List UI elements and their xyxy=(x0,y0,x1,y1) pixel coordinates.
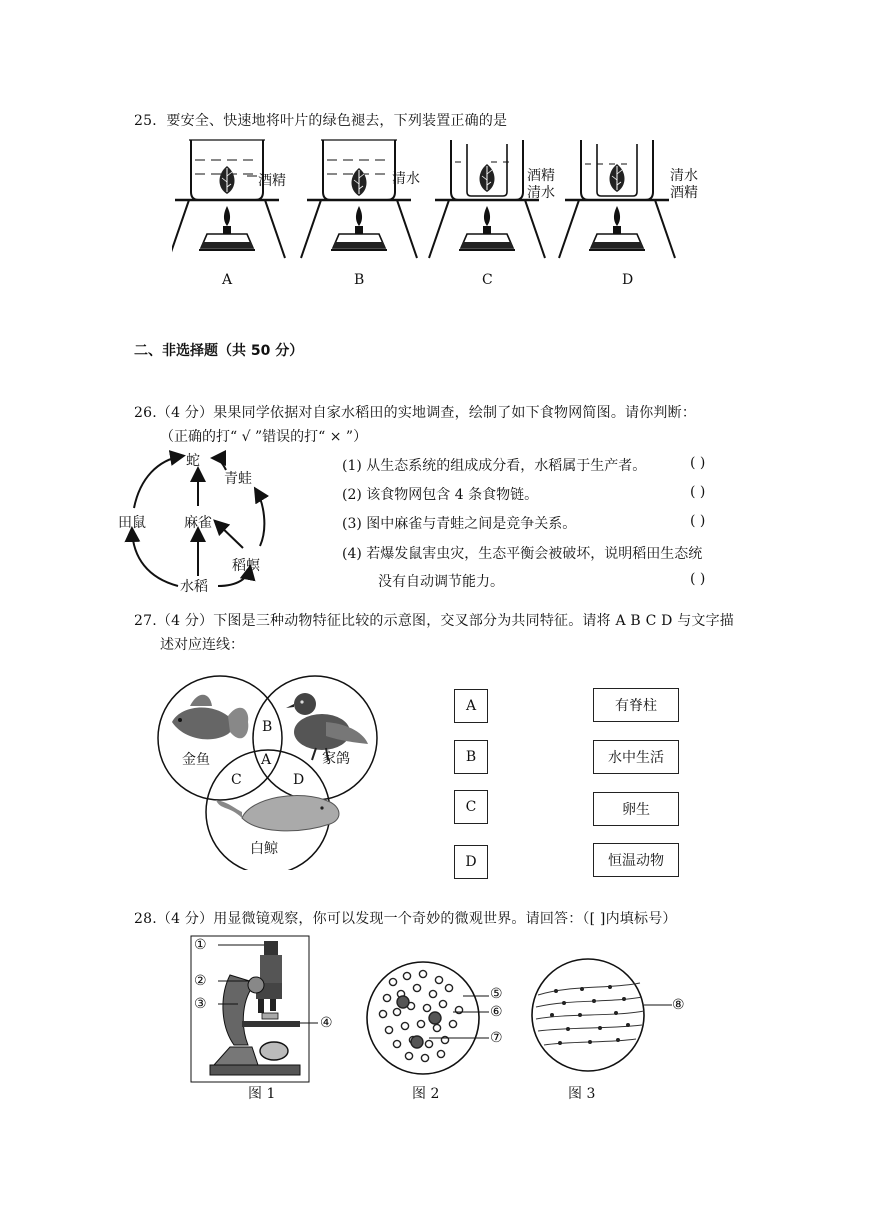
q27-question-cont: 述对应连线： xyxy=(160,637,244,653)
q25-c-label-2: 清水 xyxy=(527,185,555,201)
fig-3-label: 图 3 xyxy=(568,1086,596,1102)
beluga-image xyxy=(216,795,339,830)
foodweb-sparrow: 麻雀 xyxy=(184,515,212,531)
apparatus-b xyxy=(301,140,417,258)
match-letter-d[interactable]: D xyxy=(454,845,488,879)
q26-statement-4-cont: 没有自动调节能力。 xyxy=(378,574,504,590)
foodweb-planthopper: 稻螟 xyxy=(232,558,260,574)
foodweb-frog: 青蛙 xyxy=(224,471,252,487)
q25-apparatus-figure xyxy=(172,130,772,300)
marker-3: ③ xyxy=(194,996,207,1012)
q26-answer-2: ( ) xyxy=(690,484,706,500)
marker-6: ⑥ xyxy=(490,1004,503,1020)
goldfish-image xyxy=(172,695,248,740)
q25-option-b: B xyxy=(354,272,365,288)
q25-option-a: A xyxy=(222,272,233,288)
muscle-tissue-figure xyxy=(530,955,700,1075)
venn-region-d: D xyxy=(293,772,305,788)
foodweb-rice: 水稻 xyxy=(180,579,208,595)
apparatus-d xyxy=(559,140,675,258)
q26-note: （正确的打“ √ ”错误的打“ × ”） xyxy=(160,429,368,445)
marker-2: ② xyxy=(194,973,207,989)
q25-d-label-1: 清水 xyxy=(670,168,698,184)
section2-title: 二、非选择题（共 50 分） xyxy=(134,343,304,359)
q26-answer-3: ( ) xyxy=(690,513,706,529)
q28-question: 28.（4 分）用显微镜观察，你可以发现一个奇妙的微观世界。请回答：（[ ]内填标号） xyxy=(134,911,677,927)
apparatus-a xyxy=(172,140,285,258)
q25-a-label-1: 酒精 xyxy=(258,173,286,189)
match-feature-3[interactable]: 卵生 xyxy=(593,792,679,826)
fig-2-label: 图 2 xyxy=(412,1086,440,1102)
blood-smear-figure xyxy=(363,958,503,1078)
match-feature-2[interactable]: 水中生活 xyxy=(593,740,679,774)
q25-option-d: D xyxy=(622,272,634,288)
match-feature-4[interactable]: 恒温动物 xyxy=(593,843,679,877)
venn-beluga-label: 白鲸 xyxy=(250,841,278,857)
q25-d-label-2: 酒精 xyxy=(670,185,698,201)
venn-region-a: A xyxy=(261,752,272,768)
q26-answer-4: ( ) xyxy=(690,571,706,587)
venn-goldfish-label: 金鱼 xyxy=(182,752,210,768)
marker-5: ⑤ xyxy=(490,986,503,1002)
match-letter-c[interactable]: C xyxy=(454,790,488,824)
q25-c-label-1: 酒精 xyxy=(527,168,555,184)
match-letter-a[interactable]: A xyxy=(454,689,488,723)
match-feature-1[interactable]: 有脊柱 xyxy=(593,688,679,722)
venn-region-b: B xyxy=(262,719,273,735)
q26-statement-4: (4) 若爆发鼠害虫灾，生态平衡会被破坏，说明稻田生态统 xyxy=(342,546,703,562)
q27-question: 27.（4 分）下图是三种动物特征比较的示意图，交叉部分为共同特征。请将 A B C D 与文字描 xyxy=(134,613,735,629)
marker-4: ④ xyxy=(320,1015,333,1031)
q26-answer-1: ( ) xyxy=(690,455,706,471)
venn-pigeon-label: 家鸽 xyxy=(322,751,350,767)
q25-b-label-1: 清水 xyxy=(392,171,420,187)
marker-7: ⑦ xyxy=(490,1030,503,1046)
fig-1-label: 图 1 xyxy=(248,1086,276,1102)
match-letter-b[interactable]: B xyxy=(454,740,488,774)
q26-statement-1: (1) 从生态系统的组成成分看，水稻属于生产者。 xyxy=(342,458,647,474)
q25-option-c: C xyxy=(482,272,493,288)
q26-question: 26.（4 分）果果同学依据对自家水稻田的实地调查，绘制了如下食物网简图。请你判断： xyxy=(134,405,697,421)
microscope-figure xyxy=(190,935,320,1085)
foodweb-snake: 蛇 xyxy=(186,453,200,469)
foodweb-field-mouse: 田鼠 xyxy=(118,515,146,531)
venn-region-c: C xyxy=(231,772,242,788)
q25-question: 25．要安全、快速地将叶片的绿色褪去，下列装置正确的是 xyxy=(134,113,508,129)
q26-statement-3: (3) 图中麻雀与青蛙之间是竞争关系。 xyxy=(342,516,577,532)
marker-1: ① xyxy=(194,937,207,953)
marker-8: ⑧ xyxy=(672,997,685,1013)
q26-statement-2: (2) 该食物网包含 4 条食物链。 xyxy=(342,487,539,503)
